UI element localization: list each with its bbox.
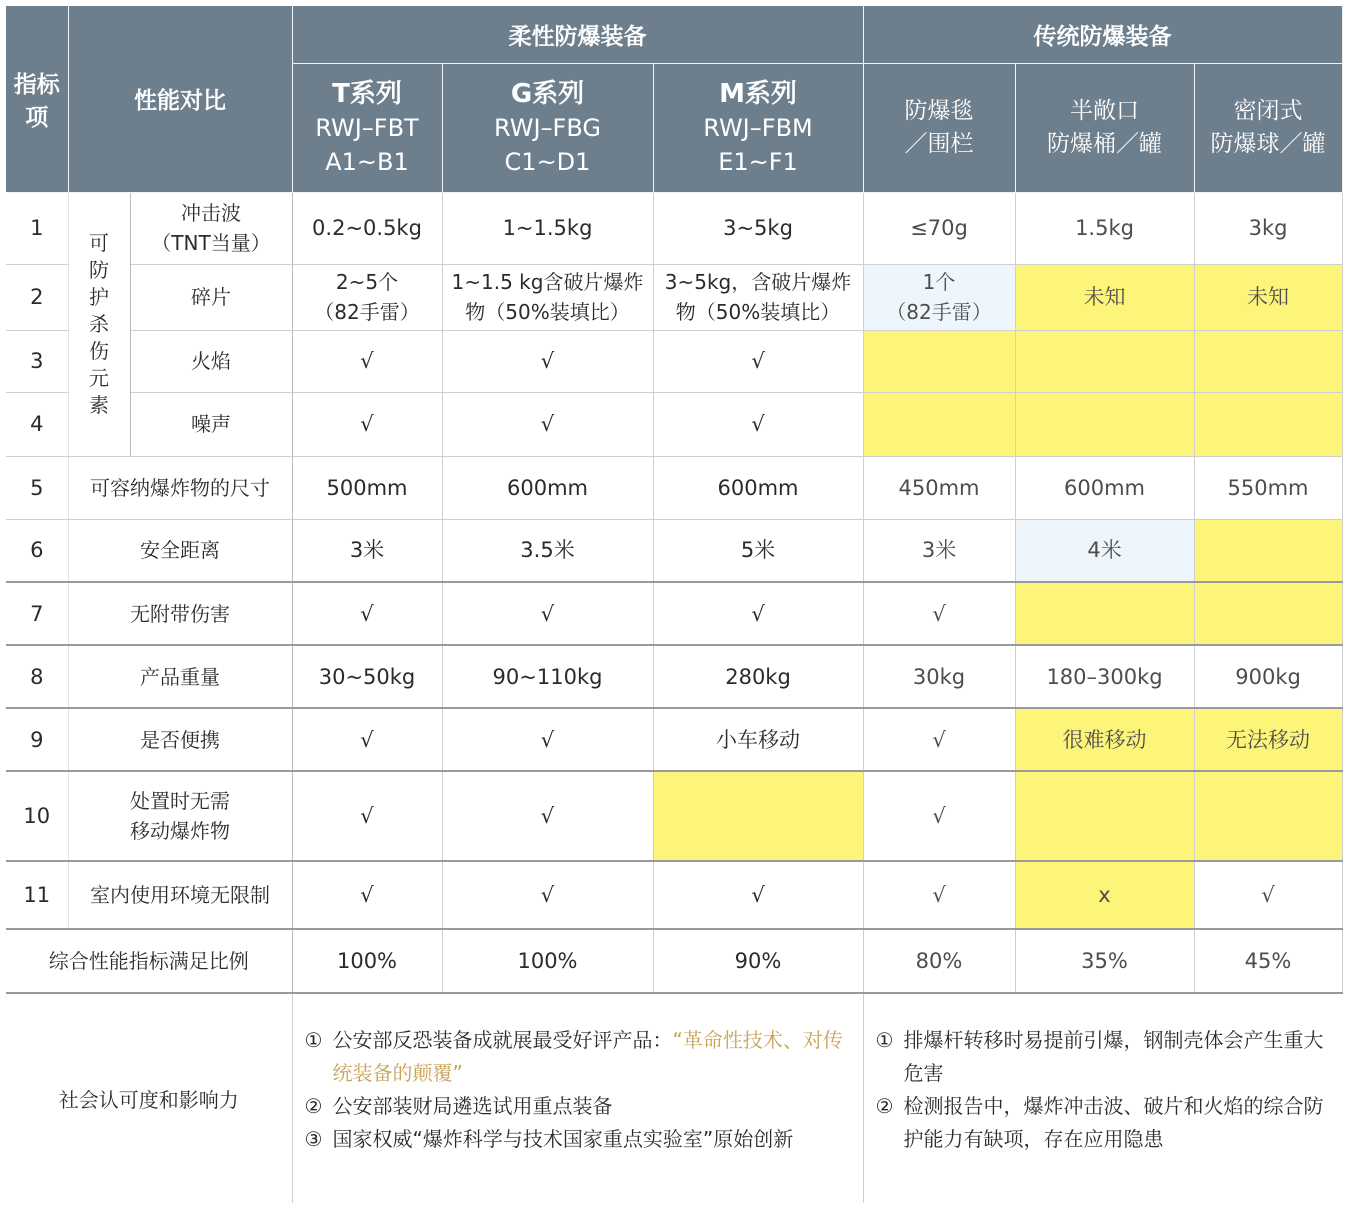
cell: √ — [292, 582, 442, 645]
header-series-m — [653, 63, 863, 192]
header-indicator — [6, 6, 68, 192]
open-bucket-line2: 防爆桶／罐 — [1047, 130, 1163, 157]
comparison-table — [6, 6, 1343, 1203]
cell: √ — [442, 771, 653, 861]
cell-line1: 3~5kg，含破片爆炸 — [664, 270, 852, 294]
summary-cell: 35% — [1015, 929, 1194, 993]
series-t-model: RWJ–FBT — [315, 113, 419, 142]
series-t-range: A1~B1 — [325, 147, 409, 176]
row-label: 碎片 — [130, 264, 292, 330]
cell — [1015, 392, 1194, 456]
cell: √ — [442, 861, 653, 929]
header-flexible-group: 柔性防爆装备 — [292, 6, 863, 63]
header-comparison — [68, 6, 292, 192]
header-traditional-group: 传统防爆装备 — [863, 6, 1342, 63]
cell: √ — [653, 861, 863, 929]
series-g-name: G系列 — [510, 78, 585, 109]
table-row — [6, 645, 1342, 708]
cell: 小车移动 — [653, 708, 863, 771]
traditional-note-1 — [876, 1024, 1331, 1090]
cell: 3kg — [1194, 192, 1342, 264]
row-label: 无附带伤害 — [68, 582, 292, 645]
series-m-model: RWJ–FBM — [703, 113, 813, 142]
social-row — [6, 993, 1342, 1203]
header-blanket — [863, 63, 1015, 192]
row-number: 6 — [6, 519, 68, 582]
table-row — [6, 708, 1342, 771]
cell: 600mm — [442, 456, 653, 519]
social-label: 社会认可度和影响力 — [6, 993, 292, 1203]
cell: x — [1015, 861, 1194, 929]
row-label — [130, 192, 292, 264]
cell — [442, 264, 653, 330]
cell — [1194, 582, 1342, 645]
summary-cell: 90% — [653, 929, 863, 993]
traditional-note-2 — [876, 1090, 1331, 1156]
table-row — [6, 456, 1342, 519]
note-text-main: 公安部反恐装备成就展最受好评产品： — [332, 1028, 673, 1052]
cell: 未知 — [1015, 264, 1194, 330]
note-marker: ② — [304, 1094, 323, 1118]
cell: √ — [442, 330, 653, 392]
row-label: 噪声 — [130, 392, 292, 456]
cell-line2: （82手雷） — [314, 300, 420, 324]
cell: √ — [863, 708, 1015, 771]
header-closed-ball — [1194, 63, 1342, 192]
cell: √ — [863, 582, 1015, 645]
cell: 90~110kg — [442, 645, 653, 708]
cell: 280kg — [653, 645, 863, 708]
cell: 30kg — [863, 645, 1015, 708]
cell-line2: （82手雷） — [886, 300, 992, 324]
cell: 1.5kg — [1015, 192, 1194, 264]
flexible-note-1 — [305, 1024, 851, 1090]
table-row — [6, 582, 1342, 645]
cell: √ — [292, 330, 442, 392]
row-label: 产品重量 — [68, 645, 292, 708]
open-bucket-line1: 半敞口 — [1070, 97, 1140, 124]
summary-row — [6, 929, 1342, 993]
note-marker: ③ — [304, 1127, 323, 1151]
closed-ball-line2: 防爆球／罐 — [1210, 130, 1326, 157]
note-text: 排爆杆转移时易提前引爆，钢制壳体会产生重大危害 — [903, 1028, 1324, 1085]
header-series-g — [442, 63, 653, 192]
cell: √ — [292, 708, 442, 771]
cell — [863, 392, 1015, 456]
row-label-line2: 移动爆炸物 — [130, 819, 230, 843]
cell: ≤70g — [863, 192, 1015, 264]
traditional-notes — [863, 993, 1342, 1203]
row-number: 10 — [6, 771, 68, 861]
blanket-line2: ／围栏 — [904, 130, 974, 157]
cell: 450mm — [863, 456, 1015, 519]
cell: 5米 — [653, 519, 863, 582]
header-open-bucket — [1015, 63, 1194, 192]
row-number: 1 — [6, 192, 68, 264]
cell: √ — [1194, 861, 1342, 929]
note-marker: ① — [304, 1028, 323, 1052]
cell: 3.5米 — [442, 519, 653, 582]
cell — [292, 264, 442, 330]
cell: 3米 — [863, 519, 1015, 582]
series-g-model: RWJ–FBG — [494, 113, 601, 142]
row-label: 安全距离 — [68, 519, 292, 582]
series-m-range: E1~F1 — [718, 147, 798, 176]
summary-cell: 45% — [1194, 929, 1342, 993]
row-number: 3 — [6, 330, 68, 392]
flexible-note-2 — [305, 1090, 851, 1123]
cell — [1194, 392, 1342, 456]
row-number: 8 — [6, 645, 68, 708]
cell: 未知 — [1194, 264, 1342, 330]
cell: 550mm — [1194, 456, 1342, 519]
cell: √ — [442, 708, 653, 771]
cell: √ — [292, 771, 442, 861]
summary-cell: 80% — [863, 929, 1015, 993]
closed-ball-line1: 密闭式 — [1233, 97, 1303, 124]
note-text: 公安部装财局遴选试用重点装备 — [332, 1094, 613, 1118]
note-marker: ② — [875, 1094, 894, 1118]
cell-line1: 1~1.5 kg含破片爆炸 — [451, 270, 644, 294]
cell — [653, 771, 863, 861]
row-label-line2: （TNT当量） — [151, 231, 271, 255]
note-text: 国家权威“爆炸科学与技术国家重点实验室”原始创新 — [332, 1127, 794, 1151]
cell: 4米 — [1015, 519, 1194, 582]
row-label: 火焰 — [130, 330, 292, 392]
cell: 3~5kg — [653, 192, 863, 264]
cell: 900kg — [1194, 645, 1342, 708]
summary-cell: 100% — [292, 929, 442, 993]
note-text — [333, 1024, 851, 1090]
cell: 很难移动 — [1015, 708, 1194, 771]
group-label: 可防护杀伤元素 — [89, 230, 109, 417]
summary-cell: 100% — [442, 929, 653, 993]
cell: 600mm — [653, 456, 863, 519]
row-label — [68, 771, 292, 861]
row-number: 7 — [6, 582, 68, 645]
note-text: 检测报告中，爆炸冲击波、破片和火焰的综合防护能力有缺项，存在应用隐患 — [903, 1094, 1324, 1151]
cell — [653, 264, 863, 330]
cell-line1: 1个 — [922, 270, 956, 294]
cell — [1194, 519, 1342, 582]
cell: 600mm — [1015, 456, 1194, 519]
table-row — [6, 392, 1342, 456]
note-accent: “革命性技术、对传统装备的颠覆” — [332, 1028, 843, 1085]
group-label-cell — [68, 192, 130, 456]
row-number: 11 — [6, 861, 68, 929]
cell: √ — [653, 330, 863, 392]
header-comparison-text: 性能对比 — [134, 88, 226, 115]
cell — [1194, 330, 1342, 392]
cell: √ — [653, 392, 863, 456]
cell: 500mm — [292, 456, 442, 519]
row-number: 9 — [6, 708, 68, 771]
cell-line1: 2~5个 — [335, 270, 399, 294]
cell: 30~50kg — [292, 645, 442, 708]
series-m-name: M系列 — [719, 78, 797, 109]
table-row — [6, 861, 1342, 929]
row-label-line1: 冲击波 — [181, 201, 241, 225]
cell-line2: 物（50%装填比） — [675, 300, 841, 324]
table-row — [6, 330, 1342, 392]
series-g-range: C1~D1 — [504, 147, 591, 176]
row-label: 室内使用环境无限制 — [68, 861, 292, 929]
series-t-name: T系列 — [332, 78, 402, 109]
cell: √ — [442, 392, 653, 456]
table-row — [6, 519, 1342, 582]
table-row — [6, 264, 1342, 330]
table-row — [6, 192, 1342, 264]
flexible-note-3 — [305, 1123, 851, 1156]
cell: √ — [442, 582, 653, 645]
cell: √ — [863, 771, 1015, 861]
cell-line2: 物（50%装填比） — [465, 300, 630, 324]
table-row — [6, 771, 1342, 861]
cell: 1~1.5kg — [442, 192, 653, 264]
cell: √ — [292, 392, 442, 456]
header-indicator-text: 指标项 — [13, 71, 60, 131]
cell: √ — [653, 582, 863, 645]
row-number: 4 — [6, 392, 68, 456]
cell: 无法移动 — [1194, 708, 1342, 771]
row-number: 5 — [6, 456, 68, 519]
cell: 3米 — [292, 519, 442, 582]
row-label: 可容纳爆炸物的尺寸 — [68, 456, 292, 519]
cell — [1015, 771, 1194, 861]
cell: 180–300kg — [1015, 645, 1194, 708]
cell: √ — [292, 861, 442, 929]
row-label-line1: 处置时无需 — [130, 789, 230, 813]
cell — [1015, 582, 1194, 645]
summary-label: 综合性能指标满足比例 — [6, 929, 292, 993]
cell: 0.2~0.5kg — [292, 192, 442, 264]
cell: √ — [863, 861, 1015, 929]
note-marker: ① — [875, 1028, 894, 1052]
cell — [1194, 771, 1342, 861]
row-label: 是否便携 — [68, 708, 292, 771]
header-series-t — [292, 63, 442, 192]
cell — [863, 330, 1015, 392]
blanket-line1: 防爆毯 — [904, 97, 974, 124]
row-number: 2 — [6, 264, 68, 330]
cell — [863, 264, 1015, 330]
cell — [1015, 330, 1194, 392]
flexible-notes — [292, 993, 863, 1203]
